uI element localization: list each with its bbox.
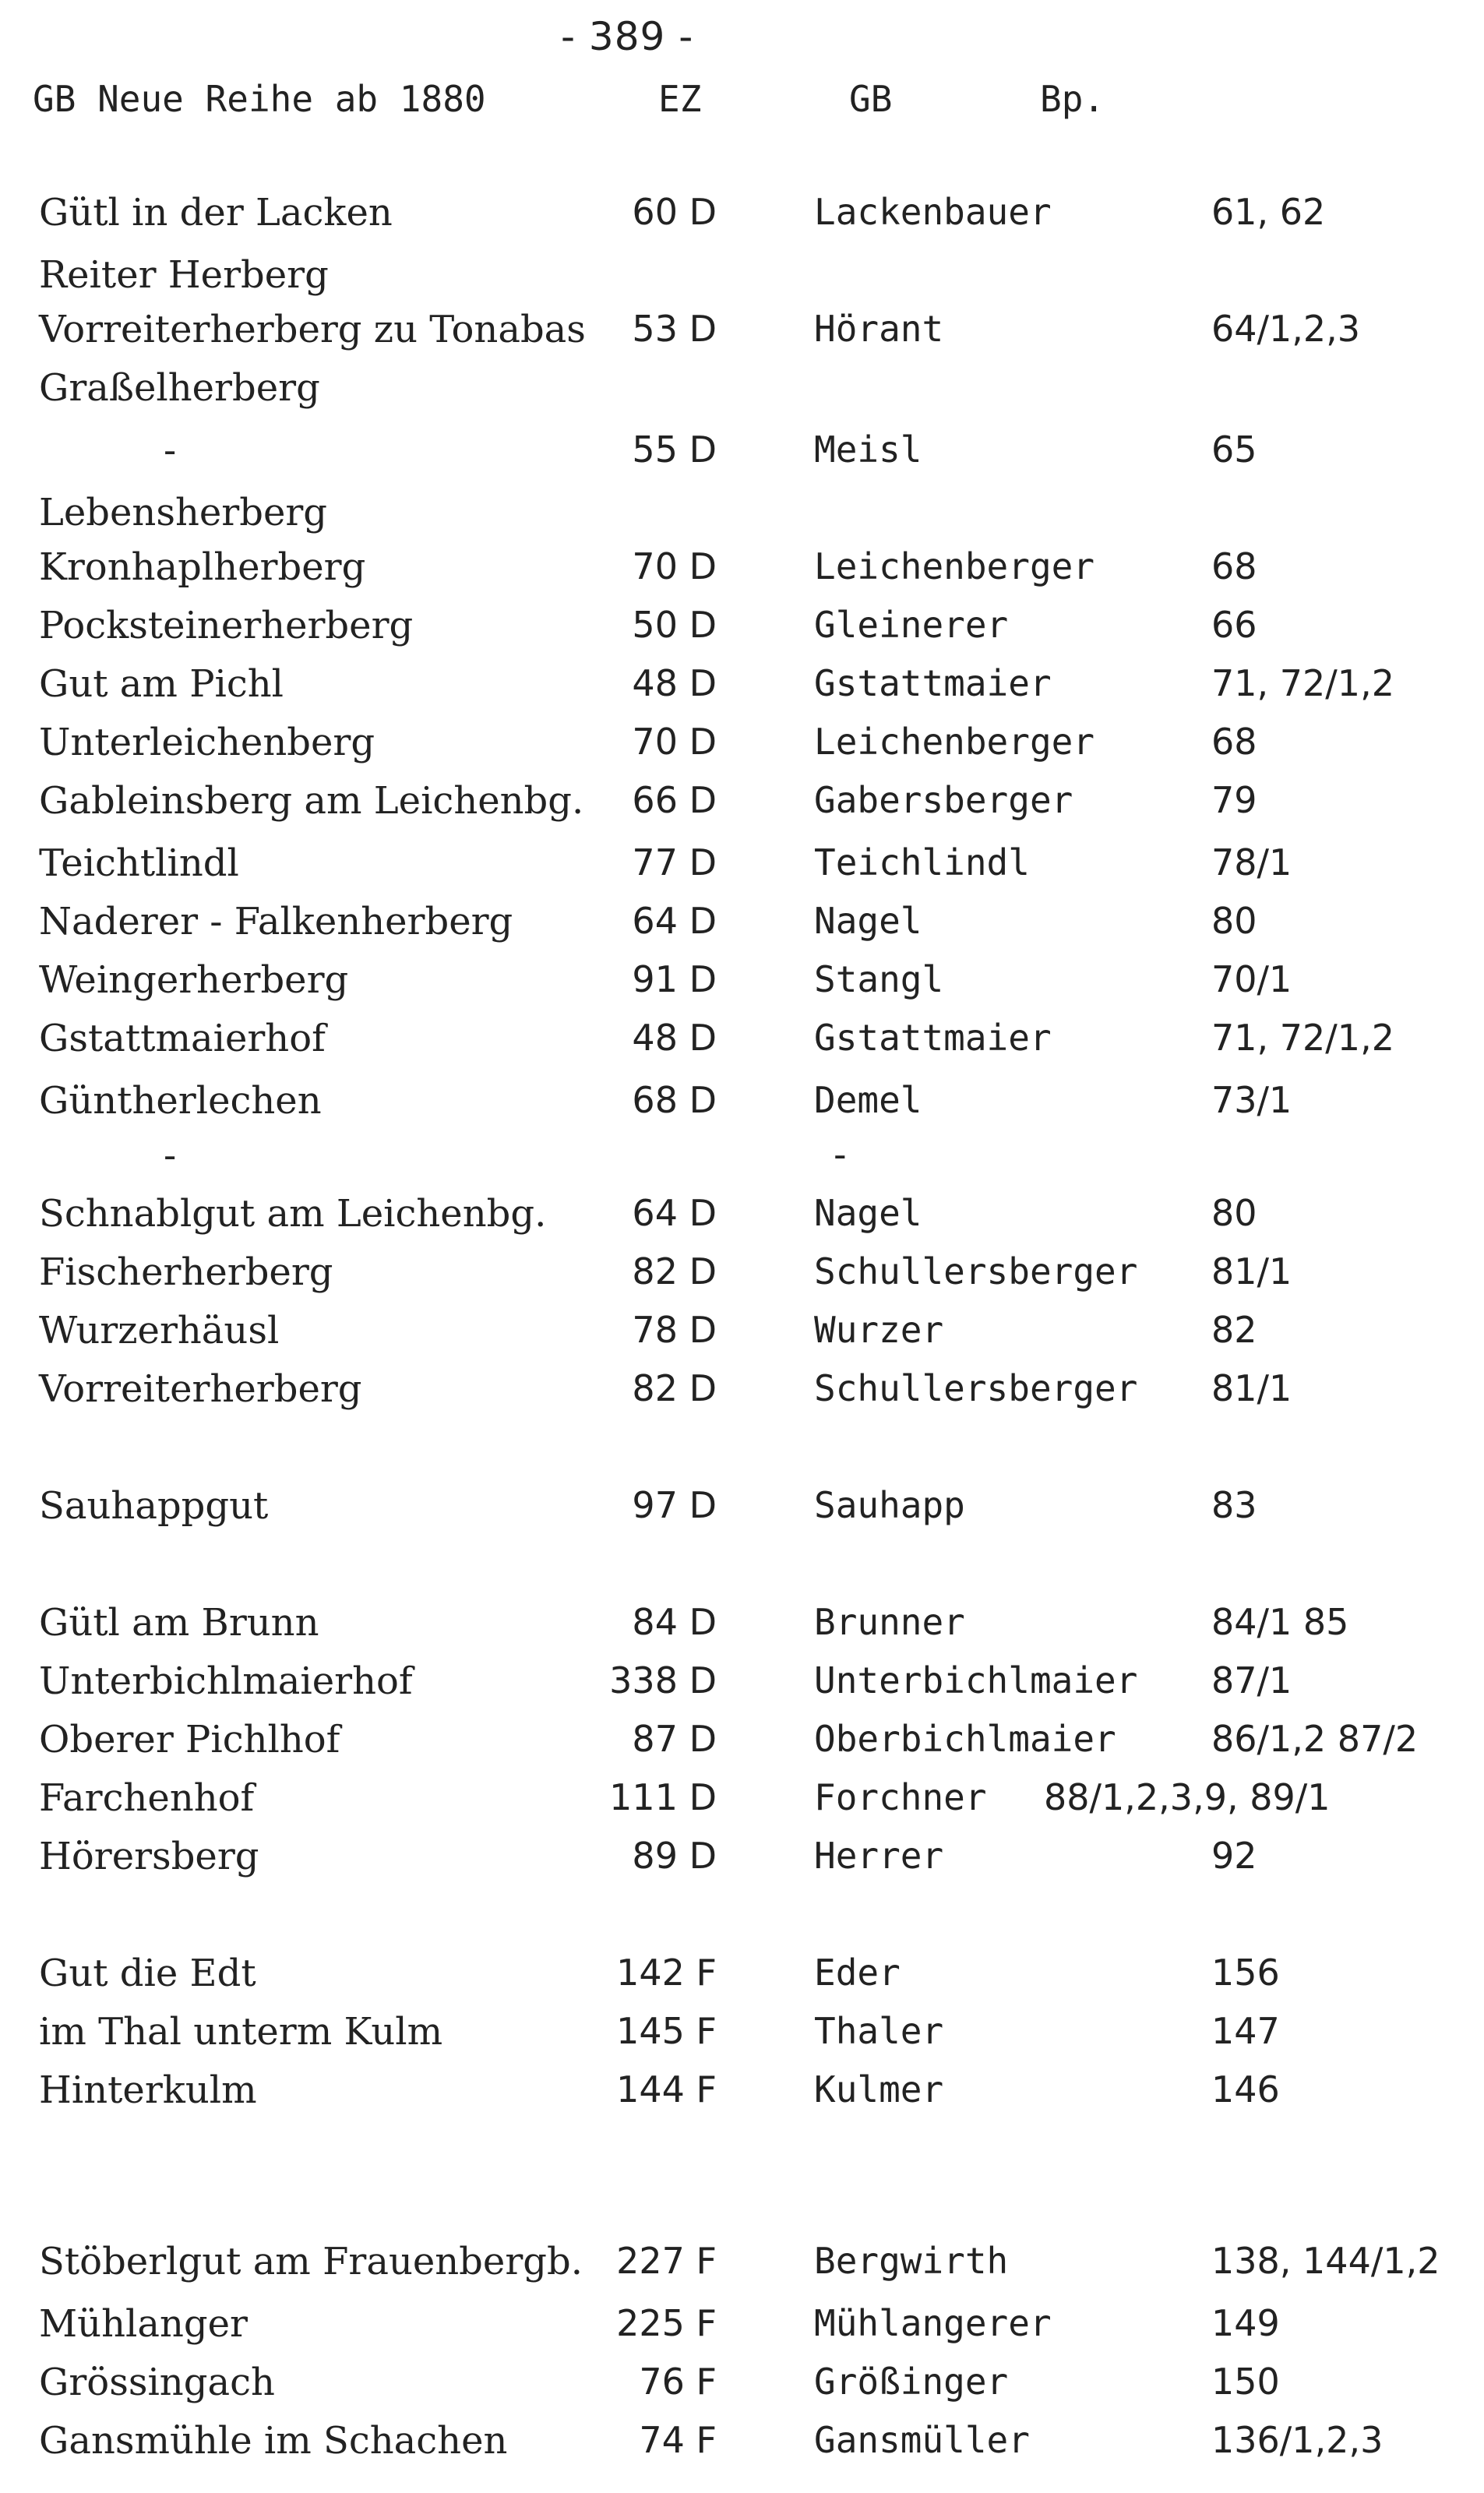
owner-name: Mühlangerer [814, 2302, 1052, 2344]
bp-number: 73/1 [1211, 1079, 1292, 1121]
property-name: Farchenhof [39, 1776, 255, 1820]
table-row [0, 1309, 1484, 1363]
owner-name: Schullersberger [814, 1250, 1138, 1292]
bp-number: 87/1 [1211, 1659, 1292, 1701]
table-row [0, 1659, 1484, 1714]
ez-number: 70 D [632, 721, 717, 763]
table-row [0, 1776, 1484, 1831]
table-row [0, 1079, 1484, 1134]
ez-number: 338 D [609, 1659, 717, 1701]
bp-number: 79 [1211, 779, 1257, 821]
property-name: Pocksteinerherberg [39, 604, 414, 647]
ez-number: 82 D [632, 1367, 717, 1409]
property-name: Grössingach [39, 2361, 275, 2404]
property-name: Schnablgut am Leichenbg. [39, 1192, 547, 1236]
table-row [0, 1484, 1484, 1539]
bp-number: 78/1 [1211, 841, 1292, 883]
owner-name: Bergwirth [814, 2240, 1009, 2282]
owner-name: Schullersberger [814, 1367, 1138, 1409]
owner-name: Teichlindl [814, 841, 1030, 883]
table-row [0, 2302, 1484, 2357]
ez-number: 111 D [609, 1776, 717, 1818]
bp-number: 146 [1211, 2068, 1280, 2110]
ez-number: 60 D [632, 191, 717, 233]
owner-name: Thaler [814, 2010, 944, 2052]
page-number: - 389 - [561, 14, 694, 59]
ez-number: 78 D [632, 1309, 717, 1351]
bp-number: 81/1 [1211, 1250, 1292, 1292]
table-row [0, 604, 1484, 658]
ez-number: 48 D [632, 662, 717, 704]
property-name: - [164, 428, 177, 472]
table-row [0, 545, 1484, 600]
ez-number: 77 D [632, 841, 717, 883]
owner-name: Forchner [814, 1776, 987, 1818]
bp-number: 84/1 85 [1211, 1601, 1349, 1643]
ez-number: 50 D [632, 604, 717, 646]
owner-name: Herrer [814, 1835, 944, 1877]
ez-number: 64 D [632, 900, 717, 942]
owner-name: Nagel [814, 900, 922, 942]
owner-name: Sauhapp [814, 1484, 965, 1526]
owner-name: Meisl [814, 428, 922, 471]
table-row [0, 1192, 1484, 1246]
table-row [0, 2068, 1484, 2123]
table-row [0, 841, 1484, 896]
owner-name: Oberbichlmaier [814, 1718, 1116, 1760]
property-name: Mühlanger [39, 2302, 248, 2346]
table-row [0, 1601, 1484, 1656]
property-name: Sauhappgut [39, 1484, 269, 1528]
property-name: Gableinsberg am Leichenbg. [39, 779, 584, 823]
table-row [0, 1134, 1484, 1188]
bp-number: 68 [1211, 721, 1257, 763]
ez-number: 70 D [632, 545, 717, 587]
bp-number: 80 [1211, 1192, 1257, 1234]
bp-number: 83 [1211, 1484, 1257, 1526]
property-name: Gansmühle im Schachen [39, 2419, 508, 2463]
table-row [0, 2419, 1484, 2474]
owner-name: Lackenbauer [814, 191, 1052, 233]
table-row [0, 2010, 1484, 2065]
ez-number: 225 F [616, 2302, 717, 2344]
owner-name: Gabersberger [814, 779, 1073, 821]
ez-number: 76 F [639, 2361, 717, 2403]
table-row [0, 2361, 1484, 2415]
ez-number: 64 D [632, 1192, 717, 1234]
ez-number: 66 D [632, 779, 717, 821]
ez-number: 145 F [616, 2010, 717, 2052]
property-name: - [164, 1134, 177, 1177]
table-row [0, 191, 1484, 245]
owner-name: Größinger [814, 2361, 1009, 2403]
property-name: Unterbichlmaierhof [39, 1659, 413, 1703]
header-bp: Bp. [1040, 78, 1105, 120]
owner-name: - [834, 1134, 847, 1176]
table-row [0, 1017, 1484, 1071]
bp-number: 147 [1211, 2010, 1280, 2052]
header-ez: EZ [658, 78, 702, 120]
table-row [0, 1952, 1484, 2006]
owner-name: Gansmüller [814, 2419, 1030, 2461]
ez-number: 91 D [632, 958, 717, 1000]
property-name: Lebensherberg [39, 491, 328, 534]
bp-number: 71, 72/1,2 [1211, 1017, 1394, 1059]
bp-number: 149 [1211, 2302, 1280, 2344]
owner-name: Leichenberger [814, 545, 1095, 587]
table-row [0, 2240, 1484, 2294]
property-name: Hinterkulm [39, 2068, 257, 2112]
property-name: Gütl am Brunn [39, 1601, 319, 1645]
bp-number: 156 [1211, 1952, 1280, 1994]
table-row [0, 1835, 1484, 1889]
ez-number: 87 D [632, 1718, 717, 1760]
header-gb: GB [849, 78, 893, 120]
table-row [0, 1718, 1484, 1772]
owner-name: Brunner [814, 1601, 965, 1643]
bp-number: 82 [1211, 1309, 1257, 1351]
header-title: GB Neue Reihe ab 1880 [33, 78, 486, 120]
property-name: Unterleichenberg [39, 721, 375, 764]
property-name: im Thal unterm Kulm [39, 2010, 443, 2054]
owner-name: Nagel [814, 1192, 922, 1234]
property-name: Gstattmaierhof [39, 1017, 326, 1060]
bp-number: 81/1 [1211, 1367, 1292, 1409]
bp-number: 70/1 [1211, 958, 1292, 1000]
table-row [0, 366, 1484, 421]
table-row [0, 662, 1484, 717]
property-name: Gut am Pichl [39, 662, 284, 706]
bp-number: 138, 144/1,2 [1211, 2240, 1440, 2282]
property-name: Hörersberg [39, 1835, 259, 1878]
table-row [0, 1250, 1484, 1305]
table-row [0, 779, 1484, 834]
property-name: Wurzerhäusl [39, 1309, 280, 1352]
owner-name: Gstattmaier [814, 662, 1052, 704]
ez-number: 89 D [632, 1835, 717, 1877]
bp-number: 86/1,2 87/2 [1211, 1718, 1419, 1760]
property-name: Stöberlgut am Frauenbergb. [39, 2240, 583, 2283]
ez-number: 144 F [616, 2068, 717, 2110]
table-row [0, 1367, 1484, 1422]
table-row [0, 428, 1484, 483]
ez-number: 55 D [632, 428, 717, 471]
property-name: Naderer - Falkenherberg [39, 900, 513, 943]
property-name: Teichtlindl [39, 841, 239, 885]
owner-name: Eder [814, 1952, 901, 1994]
bp-number: 66 [1211, 604, 1257, 646]
ez-number: 48 D [632, 1017, 717, 1059]
property-name: Vorreiterherberg zu Tonabas [39, 308, 586, 351]
ez-number: 68 D [632, 1079, 717, 1121]
property-name: Oberer Pichlhof [39, 1718, 340, 1761]
property-name: Güntherlechen [39, 1079, 322, 1123]
ez-number: 97 D [632, 1484, 717, 1526]
owner-name: Gstattmaier [814, 1017, 1052, 1059]
owner-name: Unterbichlmaier [814, 1659, 1138, 1701]
bp-number: 65 [1211, 428, 1257, 471]
property-name: Vorreiterherberg [39, 1367, 362, 1411]
ez-number: 82 D [632, 1250, 717, 1292]
bp-number: 61, 62 [1211, 191, 1326, 233]
table-row [0, 253, 1484, 308]
table-row [0, 721, 1484, 775]
ez-number: 227 F [616, 2240, 717, 2282]
property-name: Weingerherberg [39, 958, 349, 1002]
bp-number: 80 [1211, 900, 1257, 942]
owner-name: Leichenberger [814, 721, 1095, 763]
table-row [0, 308, 1484, 362]
ez-number: 84 D [632, 1601, 717, 1643]
property-name: Reiter Herberg [39, 253, 329, 297]
property-name: Kronhaplherberg [39, 545, 366, 589]
owner-name: Demel [814, 1079, 922, 1121]
bp-number: 150 [1211, 2361, 1280, 2403]
ez-number: 142 F [616, 1952, 717, 1994]
bp-number: 64/1,2,3 [1211, 308, 1361, 350]
property-name: Graßelherberg [39, 366, 320, 410]
owner-name: Stangl [814, 958, 944, 1000]
owner-name: Hörant [814, 308, 944, 350]
owner-name: Wurzer [814, 1309, 944, 1351]
bp-number: 88/1,2,3,9, 89/1 [1044, 1776, 1331, 1818]
table-row [0, 958, 1484, 1013]
bp-number: 136/1,2,3 [1211, 2419, 1384, 2461]
owner-name: Kulmer [814, 2068, 944, 2110]
table-row [0, 491, 1484, 545]
ez-number: 53 D [632, 308, 717, 350]
owner-name: Gleinerer [814, 604, 1009, 646]
bp-number: 68 [1211, 545, 1257, 587]
bp-number: 71, 72/1,2 [1211, 662, 1394, 704]
property-name: Gut die Edt [39, 1952, 256, 1995]
ez-number: 74 F [639, 2419, 717, 2461]
property-name: Gütl in der Lacken [39, 191, 393, 234]
bp-number: 92 [1211, 1835, 1257, 1877]
table-row [0, 900, 1484, 954]
property-name: Fischerherberg [39, 1250, 333, 1294]
